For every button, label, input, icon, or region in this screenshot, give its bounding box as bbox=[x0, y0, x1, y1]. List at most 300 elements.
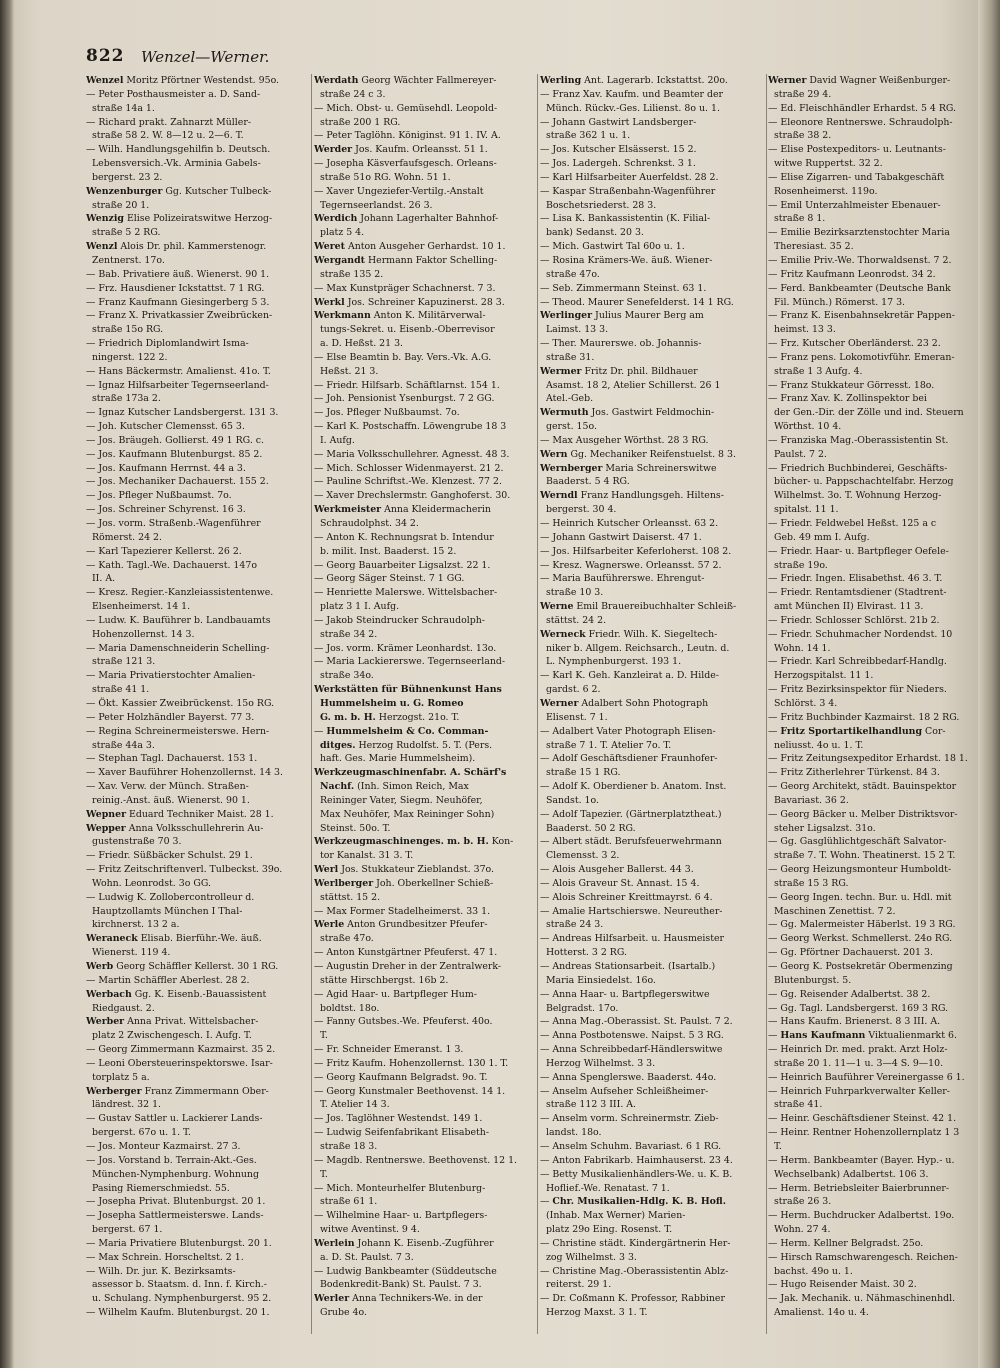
directory-entry-line: — Franz X. Privatkassier Zweibrücken- bbox=[86, 310, 273, 322]
directory-entry-line: Elsenheimerst. 14 1. bbox=[86, 601, 191, 613]
directory-entry-line: stättst. 15 2. bbox=[314, 891, 381, 903]
directory-entry-line: — Jos. Schreiner Schyrenst. 16 3. bbox=[86, 504, 246, 516]
directory-entry-line: — Franz Xav. Kaufm. und Beamter der bbox=[540, 88, 724, 100]
directory-entry-line: — Jak. Mechanik. u. Nähmaschinenhdl. bbox=[768, 1293, 956, 1305]
directory-entry-line: Wermuth Jos. Gastwirt Feldmochin- bbox=[540, 407, 715, 419]
directory-entry-line: — Josepha Privat. Blutenburgst. 20 1. bbox=[86, 1196, 266, 1208]
directory-entry-line: Werndl Franz Handlungsgeh. Hiltens- bbox=[540, 490, 724, 502]
directory-entry-line: — Herm. Betriebsleiter Baierbrunner- bbox=[768, 1182, 950, 1194]
directory-entry-line: Hauptzollamts München I Thal- bbox=[86, 905, 243, 917]
directory-entry-line: — Magdb. Rentnerswe. Beethovenst. 12 1. bbox=[314, 1154, 518, 1166]
directory-entry-line: — Maria Damenschneiderin Schelling- bbox=[86, 642, 270, 654]
directory-entry-line: — Karl K. Geh. Kanzleirat a. D. Hilde- bbox=[540, 670, 719, 682]
directory-entry-line: bank) Sedanst. 20 3. bbox=[540, 227, 644, 239]
directory-entry-line: Boschetsriederst. 28 3. bbox=[540, 199, 657, 211]
directory-entry-line: bergerst. 23 2. bbox=[86, 171, 163, 183]
directory-entry-line: — Herm. Buchdrucker Adalbertst. 19o. bbox=[768, 1210, 955, 1222]
directory-entry-line: straße 121 3. bbox=[86, 656, 156, 668]
directory-entry-line: boldtst. 18o. bbox=[314, 1002, 380, 1014]
directory-entry-line: — Fritz Zitherlehrer Türkenst. 84 3. bbox=[768, 767, 940, 779]
directory-entry-line: — Theod. Maurer Senefelderst. 14 1 RG. bbox=[540, 296, 734, 308]
directory-entry-line: platz 3 1 I. Aufg. bbox=[314, 601, 400, 613]
directory-entry-line: — Emil Unterzahlmeister Ebenauer- bbox=[768, 199, 941, 211]
column-rule bbox=[311, 74, 312, 1334]
directory-entry-line: T. bbox=[314, 1030, 328, 1042]
directory-entry-line: — Karl K. Postschaffn. Löwengrube 18 3 bbox=[314, 421, 507, 433]
directory-entry-line: Elisenst. 7 1. bbox=[540, 711, 608, 723]
directory-entry-line: T. bbox=[768, 1140, 782, 1152]
directory-entry-line: — Mich. Monteurhelfer Blutenburg- bbox=[314, 1182, 486, 1194]
directory-entry-line: Fil. Münch.) Römerst. 17 3. bbox=[768, 296, 906, 308]
directory-entry-line: kirchnerst. 13 2 a. bbox=[86, 919, 180, 931]
directory-entry-line: — Mich. Obst- u. Gemüsehdl. Leopold- bbox=[314, 102, 498, 114]
directory-entry-line: Nachf. (Inh. Simon Reich, Max bbox=[319, 781, 469, 793]
directory-entry-line: Werbach Gg. K. Eisenb.-Bauassistent bbox=[86, 988, 267, 1000]
directory-entry-line: Werkmeister Anna Kleidermacherin bbox=[314, 504, 491, 516]
directory-entry-line: — Xaver Drechslermstr. Ganghoferst. 30. bbox=[314, 490, 511, 502]
directory-entry-line: Lebensversich.-Vk. Arminia Gabels- bbox=[86, 158, 261, 170]
directory-entry-line: straße 135 2. bbox=[314, 268, 384, 280]
directory-entry-line: L. Nymphenburgerst. 193 1. bbox=[540, 656, 682, 668]
directory-entry-line: Hohenzollernst. 14 3. bbox=[86, 628, 195, 640]
directory-entry-line: straße 38 2. bbox=[768, 130, 832, 142]
directory-entry-line: — Ludwig Bankbeamter (Süddeutsche bbox=[314, 1265, 497, 1277]
directory-entry-line: Wohn. 27 4. bbox=[768, 1224, 831, 1236]
directory-entry-line: Baaderst. 50 2 RG. bbox=[540, 822, 636, 834]
directory-entry-line: reinig.-Anst. äuß. Wienerst. 90 1. bbox=[86, 794, 250, 806]
directory-entry-line: Werkzeugmaschinenfabr. A. Schärf's bbox=[314, 767, 507, 779]
directory-entry-line: Wepper Anna Volksschullehrerin Au- bbox=[86, 822, 264, 834]
directory-entry-line: — Andreas Hilfsarbeit. u. Hausmeister bbox=[540, 933, 725, 945]
directory-entry-line: — Georg Säger Steinst. 7 1 GG. bbox=[314, 573, 465, 585]
directory-entry-line: Werler Anna Technikers-We. in der bbox=[314, 1293, 483, 1305]
directory-entry-line: straße 20 1. 11—1 u. 3—4 S. 9—10. bbox=[768, 1057, 944, 1069]
directory-entry-line: Werdich Johann Lagerhalter Bahnhof- bbox=[314, 213, 499, 225]
directory-entry-line: a. D. Heßst. 21 3. bbox=[314, 338, 404, 350]
directory-entry-line: — Adolf Geschäftsdiener Fraunhofer- bbox=[540, 753, 718, 765]
directory-entry-line: — Anton K. Rechnungsrat b. Intendur bbox=[314, 531, 494, 543]
directory-entry-line: I. Aufg. bbox=[314, 434, 355, 446]
directory-entry-line: straße 20 1. bbox=[86, 199, 150, 211]
directory-column-1 bbox=[86, 74, 308, 1354]
directory-entry-line: straße 15 3 RG. bbox=[768, 877, 849, 889]
directory-entry-line: straße 58 2. W. 8—12 u. 2—6. T. bbox=[86, 130, 244, 142]
directory-entry-line: — Anton Fabrikarb. Haimhauserst. 23 4. bbox=[540, 1154, 733, 1166]
directory-entry-line: — Anselm vorm. Schreinermstr. Zieb- bbox=[540, 1113, 719, 1125]
directory-entry-line: — Gg. Reisender Adalbertst. 38 2. bbox=[768, 988, 931, 1000]
directory-entry-line: — Maria Bauführerswe. Ehrengut- bbox=[540, 573, 705, 585]
directory-entry-line: — Fritz Kaufm. Hohenzollernst. 130 1. T. bbox=[314, 1057, 509, 1069]
directory-entry-line: — Jos. Hilfsarbeiter Keferloherst. 108 2. bbox=[540, 545, 732, 557]
directory-entry-line: — Franz pens. Lokomotivführ. Emeran- bbox=[768, 351, 955, 363]
directory-entry-line: — Xav. Verw. der Münch. Straßen- bbox=[86, 781, 249, 793]
directory-entry-line: — Herm. Kellner Belgradst. 25o. bbox=[768, 1237, 924, 1249]
directory-entry-line: Werl Jos. Stukkateur Zieblandst. 37o. bbox=[314, 864, 494, 876]
directory-entry-line: — Ludwig Seifenfabrikant Elisabeth- bbox=[314, 1127, 490, 1139]
directory-entry-line: — Anna Schreibbedarf-Händlerswitwe bbox=[540, 1044, 723, 1056]
directory-entry-line: — Ludw. K. Bauführer b. Landbauamts bbox=[86, 614, 271, 626]
directory-entry-line: — Ludwig K. Zollobercontrolleur d. bbox=[86, 891, 255, 903]
directory-entry-line: — Peter Posthausmeister a. D. Sand- bbox=[86, 88, 261, 100]
directory-entry-line: — Elise Zigarren- und Tabakgeschäft bbox=[768, 171, 945, 183]
directory-entry-line: — Lisa K. Bankassistentin (K. Filial- bbox=[540, 213, 711, 225]
directory-entry-line: — Jos. Taglöhner Westendst. 149 1. bbox=[314, 1113, 483, 1125]
directory-entry-line: landst. 18o. bbox=[540, 1127, 602, 1139]
directory-entry-line: — Friedr. Schlosser Schlörst. 21b 2. bbox=[768, 614, 940, 626]
directory-entry-line: — Georg K. Postsekretär Obermenzing bbox=[768, 961, 953, 972]
directory-entry-line: — Hans Bäckermstr. Amalienst. 41o. T. bbox=[86, 365, 271, 377]
directory-entry-line: Rosenheimerst. 119o. bbox=[768, 185, 878, 197]
directory-entry-line: tor Kanalst. 31 3. T. bbox=[314, 850, 414, 862]
directory-entry-line: heimst. 13 3. bbox=[768, 324, 836, 336]
directory-entry-line: — Else Beamtin b. Bay. Vers.-Vk. A.G. bbox=[314, 351, 492, 363]
directory-entry-line: — Heinrich Bauführer Vereinergasse 6 1. bbox=[768, 1071, 965, 1083]
directory-entry-line: ländrest. 32 1. bbox=[86, 1099, 162, 1111]
directory-entry-line: straße 29 4. bbox=[768, 88, 832, 100]
directory-entry-line: der Gen.-Dir. der Zölle und ind. Steuern bbox=[768, 407, 964, 419]
directory-entry-line: — Maria Privatierstochter Amalien- bbox=[86, 670, 256, 682]
directory-entry-line: straße 10 3. bbox=[540, 587, 604, 599]
directory-entry-line: Werber Anna Privat. Wittelsbacher- bbox=[86, 1016, 259, 1028]
directory-entry-line: straße 5 2 RG. bbox=[86, 227, 161, 239]
directory-entry-line: — Anselm Aufseher Schleißheimer- bbox=[540, 1085, 709, 1097]
directory-entry-line: — Jos. vorm. Krämer Leonhardst. 13o. bbox=[314, 642, 497, 654]
directory-entry-line: Werner Adalbert Sohn Photograph bbox=[540, 697, 709, 709]
directory-entry-line: — Maria Volksschullehrer. Agnesst. 48 3. bbox=[314, 448, 510, 460]
directory-entry-line: u. Schulang. Nymphenburgerst. 95 2. bbox=[86, 1293, 272, 1305]
directory-entry-line: — Fritz Zeitschriftenverl. Tulbeckst. 39o. bbox=[86, 864, 283, 876]
directory-entry-line: straße 15o RG. bbox=[86, 324, 164, 336]
directory-entry-line: — Max Former Stadelheimerst. 33 1. bbox=[314, 905, 491, 917]
directory-entry-line: Werkl Jos. Schreiner Kapuzinerst. 28 3. bbox=[314, 296, 505, 308]
directory-entry-line: straße 7. T. Wohn. Theatinerst. 15 2 T. bbox=[768, 850, 956, 862]
directory-entry-line: Max Neuhöfer, Max Reininger Sohn) bbox=[314, 808, 495, 820]
directory-entry-line: straße 34o. bbox=[314, 670, 374, 682]
directory-entry-line: Belgradst. 17o. bbox=[540, 1002, 619, 1014]
directory-entry-line: — Albert städt. Berufsfeuerwehrmann bbox=[540, 836, 722, 848]
directory-entry-line: Wilhelmst. 3o. T. Wohnung Herzog- bbox=[768, 490, 942, 502]
directory-column-4 bbox=[768, 74, 980, 1354]
directory-entry-line: — Anselm Schuhm. Bavariast. 6 1 RG. bbox=[540, 1140, 722, 1152]
directory-entry-line: Wergandt Hermann Faktor Schelling- bbox=[314, 254, 498, 266]
directory-entry-line: straße 31. bbox=[540, 351, 595, 363]
directory-entry-line: Wörthst. 10 4. bbox=[768, 421, 842, 433]
directory-entry-line: Wienerst. 119 4. bbox=[86, 947, 171, 959]
directory-entry-line: — Georg Ingen. techn. Bur. u. Hdl. mit bbox=[768, 891, 952, 903]
directory-entry-line: b. milit. Inst. Baaderst. 15 2. bbox=[314, 545, 457, 557]
directory-entry-line: — Jos. Vorstand b. Terrain-Akt.-Ges. bbox=[86, 1154, 257, 1166]
directory-entry-line: — Ökt. Kassier Zweibrückenst. 15o RG. bbox=[86, 697, 275, 709]
directory-entry-line: Weret Anton Ausgeher Gerhardst. 10 1. bbox=[314, 241, 506, 253]
directory-entry-line: Schlörst. 3 4. bbox=[768, 697, 838, 709]
directory-entry-line: steher Ligsalzst. 31o. bbox=[768, 822, 876, 834]
directory-entry-line: — Franz K. Eisenbahnsekretär Pappen- bbox=[768, 310, 955, 322]
directory-entry-line: — Gg. Tagl. Landsbergerst. 169 3 RG. bbox=[768, 1002, 949, 1014]
directory-entry-line: Steinst. 50o. T. bbox=[314, 822, 391, 834]
directory-entry-line: straße 47o. bbox=[540, 268, 600, 280]
directory-entry-line: Werdath Georg Wächter Fallmereyer- bbox=[314, 75, 497, 86]
directory-entry-line: Werlinger Julius Maurer Berg am bbox=[540, 310, 704, 322]
directory-entry-line: gustenstraße 70 3. bbox=[86, 836, 182, 848]
directory-entry-line: — Peter Holzhändler Bayerst. 77 3. bbox=[86, 711, 255, 723]
directory-entry-line: straße 44a 3. bbox=[86, 739, 155, 751]
directory-entry-line: Pasing Riemerschmiedst. 55. bbox=[86, 1182, 230, 1194]
directory-entry-line: straße 24 c 3. bbox=[314, 88, 386, 100]
page-header bbox=[86, 46, 966, 72]
directory-entry-line: niker b. Allgem. Reichsarch., Leutn. d. bbox=[540, 642, 730, 654]
directory-entry-line: — Dr. Coßmann K. Professor, Rabbiner bbox=[540, 1293, 725, 1305]
directory-entry-line: T. bbox=[314, 1168, 328, 1180]
directory-entry-line: — Martin Schäffler Aberlest. 28 2. bbox=[86, 974, 250, 986]
directory-entry-line: — Hummelsheim & Co. Comman- bbox=[314, 725, 489, 737]
directory-entry-line: straße 8 1. bbox=[768, 213, 826, 225]
directory-entry-line: — Augustin Dreher in der Zentralwerk- bbox=[314, 961, 502, 972]
directory-entry-line: — Hirsch Ramschwarengesch. Reichen- bbox=[768, 1251, 958, 1263]
directory-entry-line: Reininger Vater, Siegm. Neuhöfer, bbox=[314, 794, 483, 806]
directory-entry-line: — Gg. Pförtner Dachauerst. 201 3. bbox=[768, 947, 933, 959]
directory-entry-line: bücher- u. Pappschachtelfabr. Herzog bbox=[768, 476, 954, 488]
directory-entry-line: bachst. 49o u. 1. bbox=[768, 1265, 853, 1277]
directory-entry-line: — Frz. Hausdiener Ickstattst. 7 1 RG. bbox=[86, 282, 265, 294]
directory-entry-line: — Fritz Kaufmann Leonrodst. 34 2. bbox=[768, 268, 936, 280]
directory-entry-line: — Heinr. Rentner Hohenzollernplatz 1 3 bbox=[768, 1127, 960, 1139]
directory-entry-line: Römerst. 24 2. bbox=[86, 531, 162, 543]
directory-entry-line: Wenzig Elise Polizeiratswitwe Herzog- bbox=[86, 213, 273, 225]
directory-entry-line: — Jos. Monteur Kazmairst. 27 3. bbox=[86, 1140, 241, 1152]
directory-entry-line: — Franz Stukkateur Görresst. 18o. bbox=[768, 379, 935, 391]
directory-entry-line: — Kresz. Wagnerswe. Orleansst. 57 2. bbox=[540, 559, 722, 571]
directory-entry-line: — Franziska Mag.-Oberassistentin St. bbox=[768, 434, 949, 446]
directory-entry-line: — Mich. Schlosser Widenmayerst. 21 2. bbox=[314, 462, 504, 474]
directory-entry-line: stätte Hirschbergst. 16b 2. bbox=[314, 974, 449, 986]
directory-entry-line: — Pauline Schriftst.-We. Klenzest. 77 2. bbox=[314, 476, 502, 488]
directory-entry-line: Maria Einsiedelst. 16o. bbox=[540, 974, 656, 986]
directory-entry-line: — Friedr. Feldwebel Heßst. 125 a c bbox=[768, 518, 937, 529]
directory-entry-line: Baaderst. 5 4 RG. bbox=[540, 476, 630, 488]
directory-entry-line: Schraudolphst. 34 2. bbox=[314, 518, 419, 529]
directory-entry-line: gardst. 6 2. bbox=[540, 684, 601, 696]
directory-entry-line: — Jos. Mechaniker Dachauerst. 155 2. bbox=[86, 476, 269, 488]
directory-entry-line: — Georg Kunstmaler Beethovenst. 14 1. bbox=[314, 1085, 506, 1097]
directory-entry-line: straße 41. bbox=[768, 1099, 823, 1111]
directory-entry-line: spitalst. 11 1. bbox=[768, 504, 839, 516]
directory-entry-line: Hotterst. 3 2 RG. bbox=[540, 947, 627, 959]
directory-entry-line: T. Atelier 14 3. bbox=[314, 1099, 390, 1111]
directory-entry-line: bergerst. 67o u. 1. T. bbox=[86, 1127, 191, 1139]
directory-entry-line: straße 15 1 RG. bbox=[540, 767, 621, 779]
directory-entry-line: straße 47o. bbox=[314, 933, 374, 945]
directory-entry-line: — Franz Kaufmann Giesingerberg 5 3. bbox=[86, 296, 270, 308]
directory-entry-line: neliusst. 4o u. 1. T. bbox=[768, 739, 864, 751]
directory-entry-line: — Henriette Malerswe. Wittelsbacher- bbox=[314, 587, 498, 599]
directory-entry-line: — Jakob Steindrucker Schraudolph- bbox=[314, 614, 485, 626]
directory-entry-line: — Adolf K. Oberdiener b. Anatom. Inst. bbox=[540, 781, 727, 793]
directory-entry-line: — Elise Postexpeditors- u. Leutnants- bbox=[768, 144, 946, 156]
directory-entry-line: — Stephan Tagl. Dachauerst. 153 1. bbox=[86, 753, 258, 765]
directory-entry-line: — Frz. Kutscher Oberländerst. 23 2. bbox=[768, 338, 941, 350]
directory-entry-line: — Maria Lackiererswe. Tegernseerland- bbox=[314, 656, 506, 668]
directory-entry-line: Werle Anton Grundbesitzer Pfeufer- bbox=[314, 919, 488, 931]
directory-entry-line: — Josepha Käsverfaufsgesch. Orleans- bbox=[314, 158, 497, 170]
directory-entry-line: Werner David Wagner Weißenburger- bbox=[768, 75, 951, 86]
directory-entry-line: — Gg. Malermeister Häberlst. 19 3 RG. bbox=[768, 919, 956, 931]
directory-entry-line: Werne Emil Brauereibuchhalter Schleiß- bbox=[540, 601, 737, 613]
directory-entry-line: — Fritz Sportartikelhandlung Cor- bbox=[768, 725, 946, 737]
directory-entry-line: — Jos. vorm. Straßenb.-Wagenführer bbox=[86, 518, 261, 529]
directory-entry-line: — Herm. Bankbeamter (Bayer. Hyp.- u. bbox=[768, 1154, 955, 1166]
directory-entry-line: straße 24 3. bbox=[540, 919, 604, 931]
directory-entry-line: — Leoni Obersteuerinspektorswe. Isar- bbox=[86, 1057, 273, 1069]
directory-entry-line: straße 14a 1. bbox=[86, 102, 155, 114]
directory-entry-line: straße 112 3 III. A. bbox=[540, 1099, 637, 1111]
directory-entry-line: — Ferd. Bankbeamter (Deutsche Bank bbox=[768, 282, 951, 294]
directory-entry-line: — Max Ausgeher Wörthst. 28 3 RG. bbox=[540, 434, 709, 446]
directory-entry-line: — Amalie Hartschierswe. Neureuther- bbox=[540, 905, 723, 917]
directory-entry-line: — Jos. Kutscher Elsässerst. 15 2. bbox=[540, 144, 697, 156]
directory-entry-line: — Peter Taglöhn. Königinst. 91 1. IV. A. bbox=[314, 130, 501, 142]
directory-entry-line: Herzog Wilhelmst. 3 3. bbox=[540, 1057, 656, 1069]
directory-entry-line: — Jos. Pfleger Nußbaumst. 7o. bbox=[86, 490, 232, 502]
directory-entry-line: — Seb. Zimmermann Steinst. 63 1. bbox=[540, 282, 707, 294]
directory-entry-line: — Hans Kaufm. Brienerst. 8 3 III. A. bbox=[768, 1016, 941, 1028]
directory-entry-line: — Georg Architekt, städt. Bauinspektor bbox=[768, 781, 957, 793]
directory-entry-line: — Friedrich Buchbinderei, Geschäfts- bbox=[768, 462, 948, 474]
directory-entry-line: — Friedr. Hilfsarb. Schäftlarnst. 154 1. bbox=[314, 379, 500, 391]
directory-entry-line: — Heinr. Geschäftsdiener Steinst. 42 1. bbox=[768, 1113, 957, 1125]
directory-entry-line: straße 1 3 Aufg. 4. bbox=[768, 365, 863, 377]
directory-entry-line: — Anna Mag.-Oberassist. St. Paulst. 7 2. bbox=[540, 1016, 733, 1028]
directory-entry-line: — Karl Tapezierer Kellerst. 26 2. bbox=[86, 545, 242, 557]
directory-entry-line: Wenzl Alois Dr. phil. Kammerstenogr. bbox=[86, 241, 267, 253]
directory-entry-line: — Friedr. Ingen. Elisabethst. 46 3. T. bbox=[768, 573, 943, 585]
directory-entry-line: Wohn. 14 1. bbox=[768, 642, 831, 654]
directory-entry-line: — Max Kunstpräger Schachnerst. 7 3. bbox=[314, 282, 496, 294]
directory-entry-line: — Joh. Kutscher Clemensst. 65 3. bbox=[86, 421, 245, 433]
directory-entry-line: — Jos. Bräugeh. Gollierst. 49 1 RG. c. bbox=[86, 434, 265, 446]
directory-entry-line: straße 41 1. bbox=[86, 684, 150, 696]
directory-entry-line: — Kaspar Straßenbahn-Wagenführer bbox=[540, 185, 716, 197]
directory-entry-line: ningerst. 122 2. bbox=[86, 351, 168, 363]
directory-entry-line: — Eleonore Rentnerswe. Schraudolph- bbox=[768, 116, 953, 128]
directory-entry-line: — Anton Kunstgärtner Pfeuferst. 47 1. bbox=[314, 947, 498, 959]
directory-entry-line: — Heinrich Kutscher Orleansst. 63 2. bbox=[540, 518, 719, 529]
directory-entry-line: — Emilie Bezirksarztenstochter Maria bbox=[768, 227, 950, 239]
directory-entry-line: stättst. 24 2. bbox=[540, 614, 607, 626]
directory-entry-line: (Inhab. Max Werner) Marien- bbox=[540, 1210, 686, 1222]
directory-entry-line: — Wilhelmine Haar- u. Bartpflegers- bbox=[314, 1210, 488, 1222]
directory-entry-line: — Georg Bäcker u. Melber Distriktsvor- bbox=[768, 808, 958, 820]
directory-entry-line: platz 5 4. bbox=[314, 227, 365, 239]
directory-entry-line: straße 34 2. bbox=[314, 628, 378, 640]
directory-entry-line: Werder Jos. Kaufm. Orleansst. 51 1. bbox=[314, 144, 488, 156]
directory-entry-line: — Hans Kaufmann Viktualienmarkt 6. bbox=[768, 1030, 957, 1042]
directory-entry-line: — Georg Kaufmann Belgradst. 9o. T. bbox=[314, 1071, 488, 1083]
directory-entry-line: — Christine städt. Kindergärtnerin Her- bbox=[540, 1237, 731, 1249]
directory-entry-line: Bodenkredit-Bank) St. Paulst. 7 3. bbox=[314, 1279, 482, 1291]
directory-entry-line: — Karl Hilfsarbeiter Auerfeldst. 28 2. bbox=[540, 171, 719, 183]
directory-entry-line: straße 7 1. T. Atelier 7o. T. bbox=[540, 739, 672, 751]
directory-entry-line: amt München II) Elvirast. 11 3. bbox=[768, 601, 924, 613]
directory-entry-line: — Kresz. Regier.-Kanzleiassistentenwe. bbox=[86, 587, 274, 599]
directory-entry-line: — Heinrich Dr. med. prakt. Arzt Holz- bbox=[768, 1044, 948, 1056]
directory-entry-line: straße 18 3. bbox=[314, 1140, 378, 1152]
directory-entry-line: Werkmann Anton K. Militärverwal- bbox=[314, 310, 486, 322]
directory-entry-line: — Alois Schreiner Kreittmayrst. 6 4. bbox=[540, 891, 713, 903]
directory-entry-line: ditges. Herzog Rudolfst. 5. T. (Pers. bbox=[319, 739, 493, 751]
directory-entry-line: Bavariast. 36 2. bbox=[768, 794, 849, 806]
directory-entry-line: straße 362 1 u. 1. bbox=[540, 130, 631, 142]
page-edge bbox=[978, 0, 1000, 1368]
directory-entry-line: — Joh. Pensionist Ysenburgst. 7 2 GG. bbox=[314, 393, 495, 405]
directory-entry-line: Maschinen Zenettist. 7 2. bbox=[768, 905, 896, 917]
directory-entry-line: Werkzeugmaschinenges. m. b. H. Kon- bbox=[314, 836, 514, 848]
directory-entry-line: — Wilhelm Kaufm. Blutenburgst. 20 1. bbox=[86, 1307, 270, 1319]
directory-entry-line: Wernberger Maria Schreinerswitwe bbox=[540, 462, 717, 474]
directory-entry-line: straße 26 3. bbox=[768, 1196, 832, 1208]
directory-entry-line: Werberger Franz Zimmermann Ober- bbox=[86, 1085, 269, 1097]
directory-entry-line: — Xaver Bauführer Hohenzollernst. 14 3. bbox=[86, 767, 283, 779]
directory-entry-line: — Georg Werkst. Schmellerst. 24o RG. bbox=[768, 933, 953, 945]
directory-entry-line: — Regina Schreinermeisterswe. Hern- bbox=[86, 725, 270, 737]
directory-entry-line: Clemensst. 3 2. bbox=[540, 850, 620, 862]
directory-entry-line: Werling Ant. Lagerarb. Ickstattst. 20o. bbox=[540, 75, 728, 86]
directory-entry-line: — Ed. Fleischhändler Erhardst. 5 4 RG. bbox=[768, 102, 957, 114]
directory-entry-line: — Emilie Priv.-We. Thorwaldsenst. 7 2. bbox=[768, 254, 952, 266]
directory-entry-line: — Chr. Musikalien-Hdlg. K. B. Hofl. bbox=[540, 1196, 727, 1208]
directory-entry-line: Wenzenburger Gg. Kutscher Tulbeck- bbox=[86, 185, 272, 197]
directory-entry-line: Riedgaust. 2. bbox=[86, 1002, 155, 1014]
directory-entry-line: Werlein Johann K. Eisenb.-Zugführer bbox=[314, 1237, 494, 1249]
directory-entry-line: — Alois Ausgeher Ballerst. 44 3. bbox=[540, 864, 694, 876]
directory-entry-line: — Christine Mag.-Oberassistentin Ablz- bbox=[540, 1265, 729, 1277]
directory-entry-line: — Fr. Schneider Emeranst. 1 3. bbox=[314, 1044, 464, 1056]
directory-entry-line: — Max Schrein. Horscheltst. 2 1. bbox=[86, 1251, 244, 1263]
directory-entry-line: — Hugo Reisender Maist. 30 2. bbox=[768, 1279, 917, 1291]
directory-entry-line: Blutenburgst. 5. bbox=[768, 974, 852, 986]
running-title: Wenzel—Werner. bbox=[141, 48, 270, 66]
directory-entry-line: — Mich. Gastwirt Tal 60o u. 1. bbox=[540, 241, 685, 253]
directory-entry-line: Hummelsheim u. G. Romeo bbox=[319, 697, 464, 709]
directory-entry-line: — Friedrich Diplomlandwirt Isma- bbox=[86, 338, 249, 350]
directory-entry-line: — Johann Gastwirt Landsberger- bbox=[540, 116, 697, 128]
directory-entry-line: straße 19o. bbox=[768, 559, 828, 571]
directory-entry-line: — Adalbert Vater Photograph Elisen- bbox=[540, 725, 716, 737]
directory-entry-line: — Anna Postbotenswe. Naipst. 5 3 RG. bbox=[540, 1030, 724, 1042]
directory-entry-line: — Friedr. Haar- u. Bartpfleger Oefele- bbox=[768, 545, 949, 557]
directory-entry-line: straße 200 1 RG. bbox=[314, 116, 401, 128]
directory-entry-line: witwe Ruppertst. 32 2. bbox=[768, 158, 883, 170]
directory-entry-line: — Richard prakt. Zahnarzt Müller- bbox=[86, 116, 252, 128]
directory-entry-line: tungs-Sekret. u. Eisenb.-Oberrevisor bbox=[314, 324, 495, 336]
directory-entry-line: — Fritz Bezirksinspektor für Nieders. bbox=[768, 684, 947, 696]
directory-entry-line: — Adolf Tapezier. (Gärtnerplatztheat.) bbox=[540, 808, 722, 820]
directory-column-3 bbox=[540, 74, 765, 1354]
directory-entry-line: — Franz Xav. K. Zollinspektor bei bbox=[768, 393, 927, 405]
directory-entry-line: — Alois Graveur St. Annast. 15 4. bbox=[540, 877, 700, 889]
directory-entry-line: — Georg Bauarbeiter Ligsalzst. 22 1. bbox=[314, 559, 491, 571]
directory-entry-line: — Heinrich Fuhrparkverwalter Keller- bbox=[768, 1085, 950, 1097]
directory-entry-line: — Andreas Stationsarbeit. (Isartalb.) bbox=[540, 961, 716, 972]
directory-entry-line: Theresiast. 35 2. bbox=[768, 241, 854, 253]
directory-entry-line: Tegernseerlandst. 26 3. bbox=[314, 199, 433, 211]
directory-entry-line: straße 51o RG. Wohn. 51 1. bbox=[314, 171, 451, 183]
directory-entry-line: Werlberger Joh. Oberkellner Schieß- bbox=[314, 877, 494, 889]
directory-entry-line: Wepner Eduard Techniker Maist. 28 1. bbox=[86, 808, 274, 820]
directory-entry-line: platz 2 Zwischengesch. I. Aufg. T. bbox=[86, 1030, 252, 1042]
directory-entry-line: haft. Ges. Marie Hummelsheim). bbox=[314, 753, 476, 765]
directory-entry-line: Sandst. 1o. bbox=[540, 794, 599, 806]
column-rule bbox=[766, 74, 767, 1334]
